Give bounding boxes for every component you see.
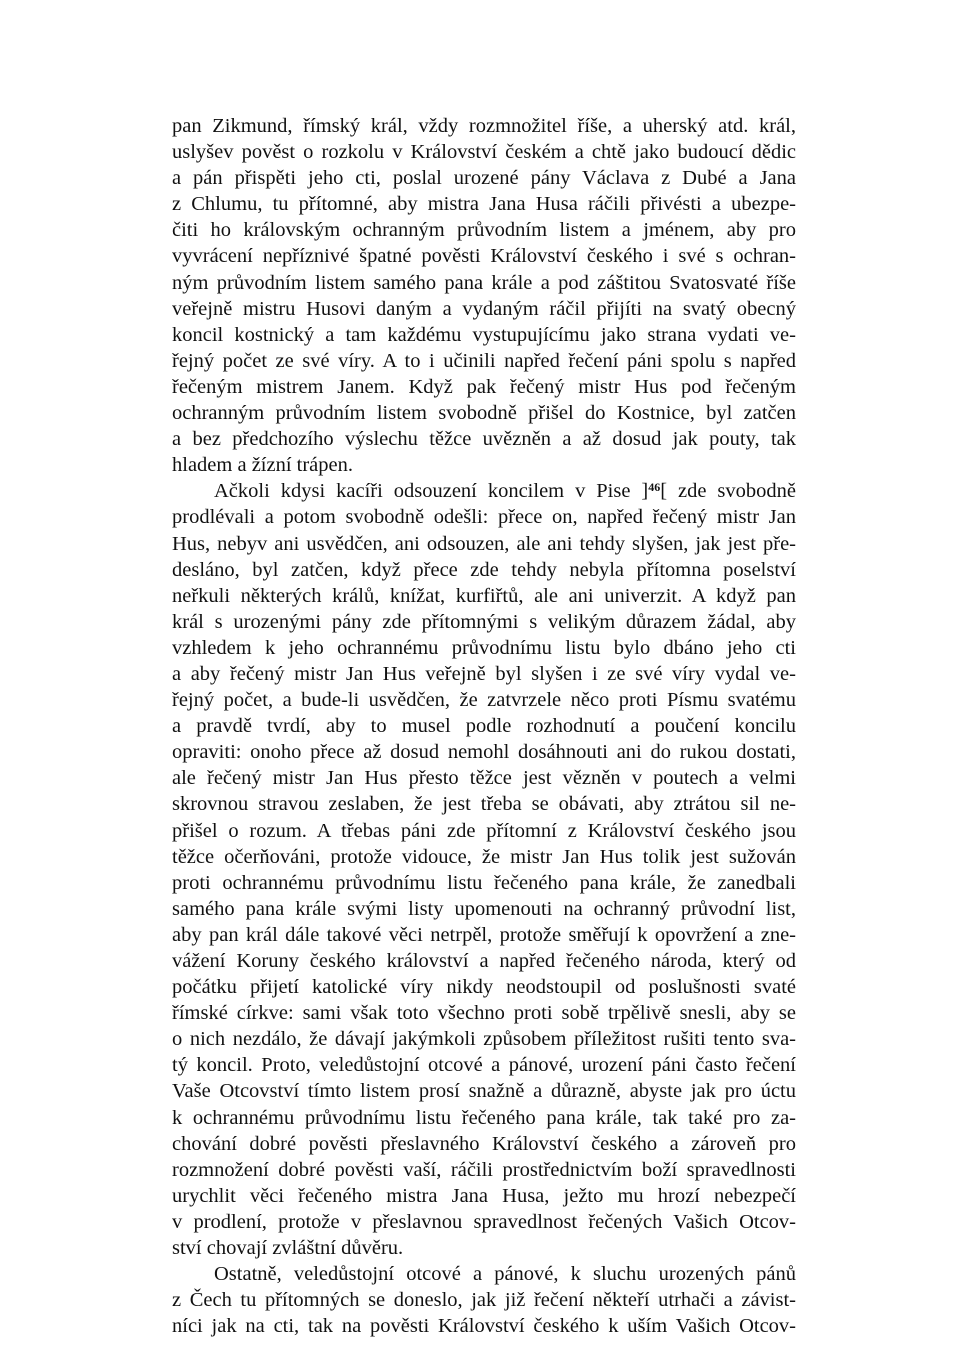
text-line: těžce očerňováni, protože vidouce, že mistr Jan Hus tolik jest sužován <box>172 845 796 868</box>
text-line: hladem a žízní trápen. <box>172 454 353 477</box>
text-line: řejný počet, a bude-li usvědčen, že zatvrzele něco proti Písmu svatému <box>172 689 796 712</box>
text-line: vyvrácení nepříznivé špatné pověsti Království českého i své s ochran- <box>172 245 796 268</box>
text-line: skrovnou stravou zeslaben, že jest třeba se obávati, aby ztrátou sil ne- <box>172 793 796 816</box>
text-line: a bez předchozího výslechu těžce uvězněn a až dosud jak pouty, tak <box>172 428 796 451</box>
text-line: z Chlumu, tu přítomné, aby mistra Jana Husa ráčili přivésti a ubezpe- <box>172 193 796 216</box>
text-line: aby pan král dále takové věci netrpěl, protože směřují k opovržení a zne- <box>172 923 796 946</box>
text-line: k ochrannému průvodnímu listu řečeného pana krále, tak také pro za- <box>172 1106 796 1129</box>
text-line: přišel o rozum. A třebas páni zde přítomní z Království českého jsou <box>172 819 796 842</box>
text-line: koncil kostnický a tam každému vystupujícímu jako strana vydati ve- <box>172 323 796 346</box>
text-line: prodlévali a potom svobodně odešli: přece on, napřed řečený mistr Jan <box>172 506 796 529</box>
text-line: uslyšev pověst o rozkolu v Království českém a chtě jako budoucí dědic <box>172 141 796 164</box>
text-line: král s urozenými pány zde přítomnými s velikým důrazem žádal, aby <box>172 610 796 633</box>
text-line: ochranným průvodním listem svobodně přišel do Kostnice, byl zatčen <box>172 402 796 425</box>
text-line: ale řečený mistr Jan Hus přesto těžce jest vězněn v poutech a velmi <box>172 767 796 790</box>
text-line: řejný počet ze své víry. A to i učinili napřed řečení páni spolu s napřed <box>172 349 796 372</box>
text-line: chování dobré pověsti přeslavného Království českého a zároveň pro <box>172 1132 796 1155</box>
footnote-marker: 46 <box>648 480 661 495</box>
paragraph-1 <box>172 113 796 478</box>
paragraph-3 <box>172 1261 796 1339</box>
text-line: níci jak na cti, tak na pověsti Království českého k uším Vašich Otcov- <box>172 1315 796 1338</box>
text-line: počátku přijetí katolické víry nikdy neodstoupil od poslušnosti svaté <box>172 976 796 999</box>
text-line: desláno, byl zatčen, když přece zde tehdy nebyla přítomna poselství <box>172 558 796 581</box>
text-segment: [ zde svobodně <box>660 480 796 503</box>
text-line: samého pana krále svými listy upomenouti na ochranný průvodní list, <box>172 897 796 920</box>
text-segment: Ačkoli kdysi kacíři odsouzení koncilem v Pise ] <box>214 480 649 503</box>
text-line: pan Zikmund, římský král, vždy rozmnožitel říše, a uherský atd. král, <box>172 115 796 137</box>
text-line: opraviti: onoho přece až dosud nemohl dosáhnouti ani do rukou dostati, <box>172 741 796 764</box>
body-text <box>172 113 796 1339</box>
text-line: tý koncil. Proto, veledůstojní otcové a pánové, urození páni často řečení <box>172 1054 796 1077</box>
text-line: o nich nezdálo, že dávají jakýmkoli způsobem příležitost rušiti tento sva- <box>172 1028 796 1051</box>
text-line: ným průvodním listem samého pana krále a pod záštitou Svatosvaté říše <box>172 271 796 294</box>
text-line: veřejně mistru Husovi daným a vydaným ráčil přijíti na svatý obecný <box>172 297 796 320</box>
text-line: vážení Koruny českého království a napřed řečeného národa, který od <box>172 950 796 972</box>
text-line: římské církve: sami však toto všechno proti sobě trpělivě snesli, aby se <box>172 1002 796 1025</box>
text-line: čiti ho královským ochranným průvodním listem a jménem, aby pro <box>172 219 796 242</box>
text-line: ství chovají zvláštní důvěru. <box>172 1237 404 1260</box>
text-line: řečeným mistrem Janem. Když pak řečený mistr Hus pod řečeným <box>172 375 796 398</box>
text-line: a pán přispěti jeho cti, poslal urozené pány Václava z Dubé a Jana <box>172 167 796 190</box>
text-line: a pravdě tvrdí, aby to musel podle rozhodnutí a poučení koncilu <box>172 715 796 738</box>
text-line: Hus, nebyv ani usvědčen, ani odsouzen, ale ani tehdy slyšen, jak jest pře- <box>172 532 796 555</box>
paragraph-2 <box>172 478 796 1261</box>
text-line: vzhledem k jeho ochrannému průvodnímu listu bylo dbáno jeho cti <box>172 636 796 659</box>
text-line: proti ochrannému průvodnímu listu řečeného pana krále, že zanedbali <box>172 871 796 894</box>
text-line: z Čech tu přítomných se doneslo, jak již řečení někteří utrhači a závist- <box>172 1289 796 1312</box>
text-line: v prodlení, protože v přeslavnou spravedlnost řečených Vašich Otcov- <box>172 1210 796 1233</box>
text-line: Vaše Otcovství tímto listem prosí snažně a důrazně, abyste jak pro úctu <box>172 1080 796 1103</box>
text-line: rozmnožení dobré pověsti vaší, ráčili prostřednictvím boží spravedlnosti <box>172 1158 796 1181</box>
text-line: Ostatně, veledůstojní otcové a pánové, k sluchu urozených pánů <box>214 1263 796 1286</box>
text-line: urychlit věci řečeného mistra Jana Husa, ježto mu hrozí nebezpečí <box>172 1184 796 1207</box>
text-line-with-footnote <box>172 478 796 504</box>
text-line: a aby řečený mistr Jan Hus veřejně byl slyšen i ze své víry vydal ve- <box>172 662 796 685</box>
text-line: neřkuli některých králů, knížat, kurfiřtů, ale ani univerzit. A když pan <box>172 584 796 607</box>
